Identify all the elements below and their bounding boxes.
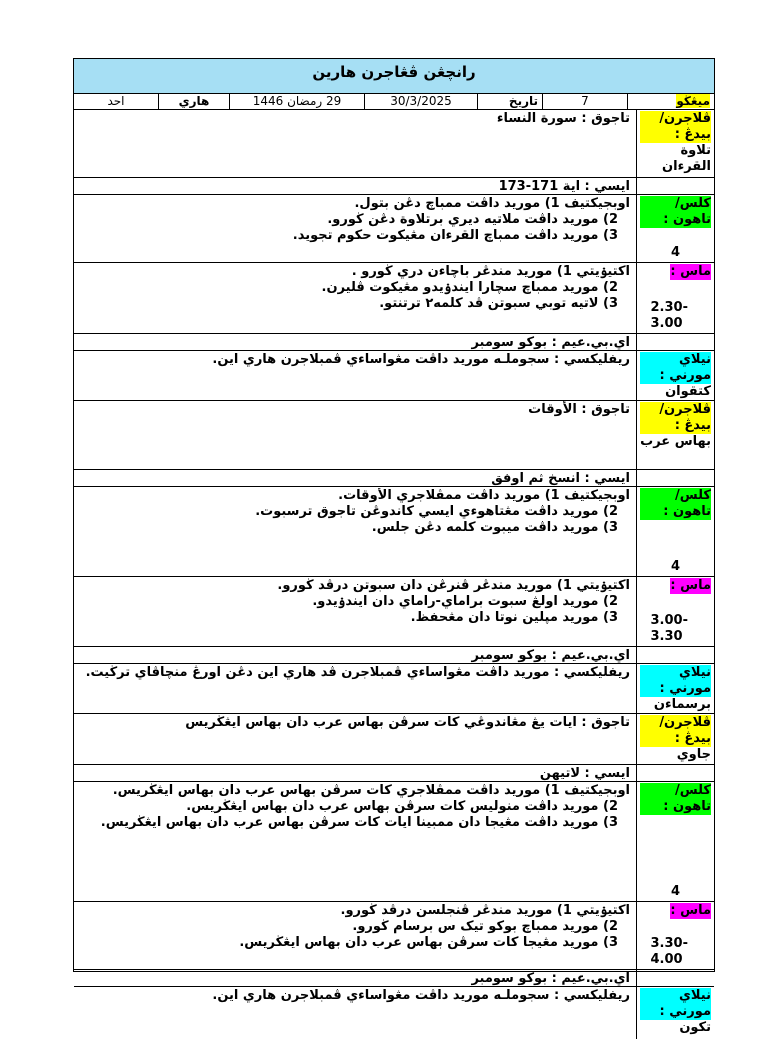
subject-value: جاوي [676,747,711,762]
reflection: ريفليکسي : موريد داڤت مڠواساءي ڤمبلاجرن ڤد هاري اين دڠن اورڠ منچاڤاي ترڬيت. [85,665,630,680]
level-value: 4 [670,559,681,574]
activity-line: 2) موريد ممباچ بوکو تيک س برسام ڬورو. [352,919,618,934]
time-label: ماس : [670,578,711,593]
reflection-row [74,987,714,1039]
activity-line: 2) موريد اولڠ سبوت براماي-راماي دان ايندۏيدو. [312,594,618,609]
level-label-cell [636,178,714,194]
subject-row [74,110,714,178]
values-cell [636,664,714,713]
subject-value: تلاوة القرءان [662,143,711,174]
objective-line: 3) موريد داڤت ممباچ القرءان مڠيکوت حکوم تجويد. [292,228,618,243]
values-label: نيلاي مورني : [640,988,711,1020]
time-cell [636,263,714,333]
subject-label: ڤلاجرن/ بيدڠ : [640,402,711,434]
objective-line: 3) موريد داڤت ميبوت کلمه دڠن جلس. [371,520,618,535]
subject-cell [636,110,714,177]
level-cell [636,487,714,576]
subject-label: ڤلاجرن/ بيدڠ : [640,111,711,143]
activity-line: اکتيۏيتي 1) موريد مندڠر ڤنرڠن دان سبوتن درڤد ڬورو. [277,578,630,593]
week-value: 7 [542,94,627,109]
activity-row [74,263,714,334]
topic: تاجوق : سورة النساء [496,111,630,126]
level-label: کلس/ تاهون : [640,488,711,520]
objectives [74,782,636,901]
objectives [74,195,636,262]
time-value: 3.30-4.00 [650,936,688,967]
content-standard: ايسي : انسخ ثم اوفق [491,471,630,486]
lesson-plan-sheet [73,58,715,1035]
page-title: رانچڠن ڤڠاجرن هارين [74,59,714,94]
content-row [74,178,714,195]
activities [74,263,636,333]
objective-line: 2) موريد داڤت منوليس کات سرڤن بهاس عرب دان بهاس ايڠڬريس. [186,799,618,814]
values-value: تکون [679,1020,711,1035]
level-value: 4 [670,884,681,899]
objective-row [74,195,714,263]
teaching-aids: اي.بي.عيم : بوکو سومبر [471,335,630,350]
subject-cell [636,714,714,764]
values-value: برسماءن [653,697,711,712]
objective-line: 2) موريد داڤت مڠتاهوءي ايسي کاندوڠن تاجوق ترسبوت. [255,504,618,519]
content-standard: ايسي : اية 171-173 [498,179,630,194]
values-cell [636,987,714,1039]
objective-line: اوبجيکتيف 1) موريد داڤت ممباچ دڠن بتول. [354,196,630,211]
subject-value: بهاس عرب [640,434,711,449]
values-label: نيلاي مورني : [640,352,711,384]
objective-line: 3) موريد داڤت مڠيجا دان ممبينا ايات کات سرڤن بهاس عرب دان بهاس ايڠڬريس. [100,815,618,830]
level-value: 4 [670,245,681,260]
level-label-cell [636,470,714,486]
activity-line: 3) لاتيه توبي سبوتن ڤد کلمه٢ ترتنتو. [379,296,618,311]
activity-line: 3) موريد مڽلين نوتا دان مڠحفظ. [410,610,618,625]
content-row [74,470,714,487]
time-value: 2.30-3.00 [650,300,688,331]
week-label: ميڠڬو [627,94,714,109]
values-cell-top [636,334,714,350]
activity-line: اکتيۏيتي 1) موريد مندڠر باچاءن دري ڬورو . [351,264,630,279]
activity-line: اکتيۏيتي 1) موريد مندڠر ڤنجلسن درڤد ڬورو. [340,903,630,918]
reflection-row [74,664,714,714]
objective-row [74,487,714,577]
activity-line: 2) موريد ممباچ سچارا ايندۏيدو مڠيکوت ڤليرن. [321,280,618,295]
level-label: کلس/ تاهون : [640,783,711,815]
teaching-aids: اي.بي.عيم : بوکو سومبر [471,971,630,986]
level-label-cell [636,765,714,781]
objective-line: 2) موريد داڤت ملاتيه ديري برتلاوة دڠن ڬورو. [327,212,618,227]
activity-line: 3) موريد مڠيجا کات سرڤن بهاس عرب دان بهاس ايڠڬريس. [239,935,618,950]
day-value: احد [107,94,125,108]
date-label: تاريخ [477,94,542,109]
subject-cell [636,401,714,469]
activities [74,577,636,646]
meta-row [74,94,714,110]
bbm-row [74,647,714,664]
values-cell [636,351,714,400]
topic: تاجوق : ايات يڠ مڠاندوڠي کات سرڤن بهاس عرب دان بهاس ايڠڬريس [185,715,630,730]
reflection: ريفليکسي : سجوملـه موريد داڤت مڠواساءي ڤمبلاجرن هاري اين. [212,352,630,367]
values-cell-top [636,647,714,663]
level-label: کلس/ تاهون : [640,196,711,228]
objective-line: اوبجيکتيف 1) موريد داڤت ممڤلاجري کات سرڤن بهاس عرب دان بهاس ايڠڬريس. [112,783,630,798]
activities [74,902,636,969]
date-gregorian: 30/3/2025 [364,94,477,109]
time-label: ماس : [670,264,711,279]
activity-row [74,577,714,647]
time-label: ماس : [670,903,711,918]
content-row [74,765,714,782]
values-label: نيلاي مورني : [640,665,711,697]
objective-line: اوبجيکتيف 1) موريد داڤت ممڤلاجري الأوقات. [338,488,630,503]
objectives [74,487,636,576]
values-value: کتقوان [665,384,711,399]
reflection-row [74,351,714,401]
objective-row [74,782,714,902]
bbm-row [74,970,714,987]
values-cell-top [636,970,714,986]
date-hijri: 29 رمضان 1446 [229,94,364,109]
level-cell [636,195,714,262]
sections [74,110,714,1039]
bbm-row [74,334,714,351]
time-cell [636,902,714,969]
day-label: هاري [158,94,229,109]
time-value: 3.00-3.30 [650,613,688,644]
level-cell [636,782,714,901]
subject-row [74,401,714,470]
reflection: ريفليکسي : سجوملـه موريد داڤت مڠواساءي ڤمبلاجرن هاري اين. [212,988,630,1003]
teaching-aids: اي.بي.عيم : بوکو سومبر [471,648,630,663]
subject-row [74,714,714,765]
subject-label: ڤلاجرن/ بيدڠ : [640,715,711,747]
content-standard: ايسي : لاتيهن [539,766,630,781]
time-cell [636,577,714,646]
activity-row [74,902,714,970]
topic: تاجوق : الأوقات [528,402,630,417]
